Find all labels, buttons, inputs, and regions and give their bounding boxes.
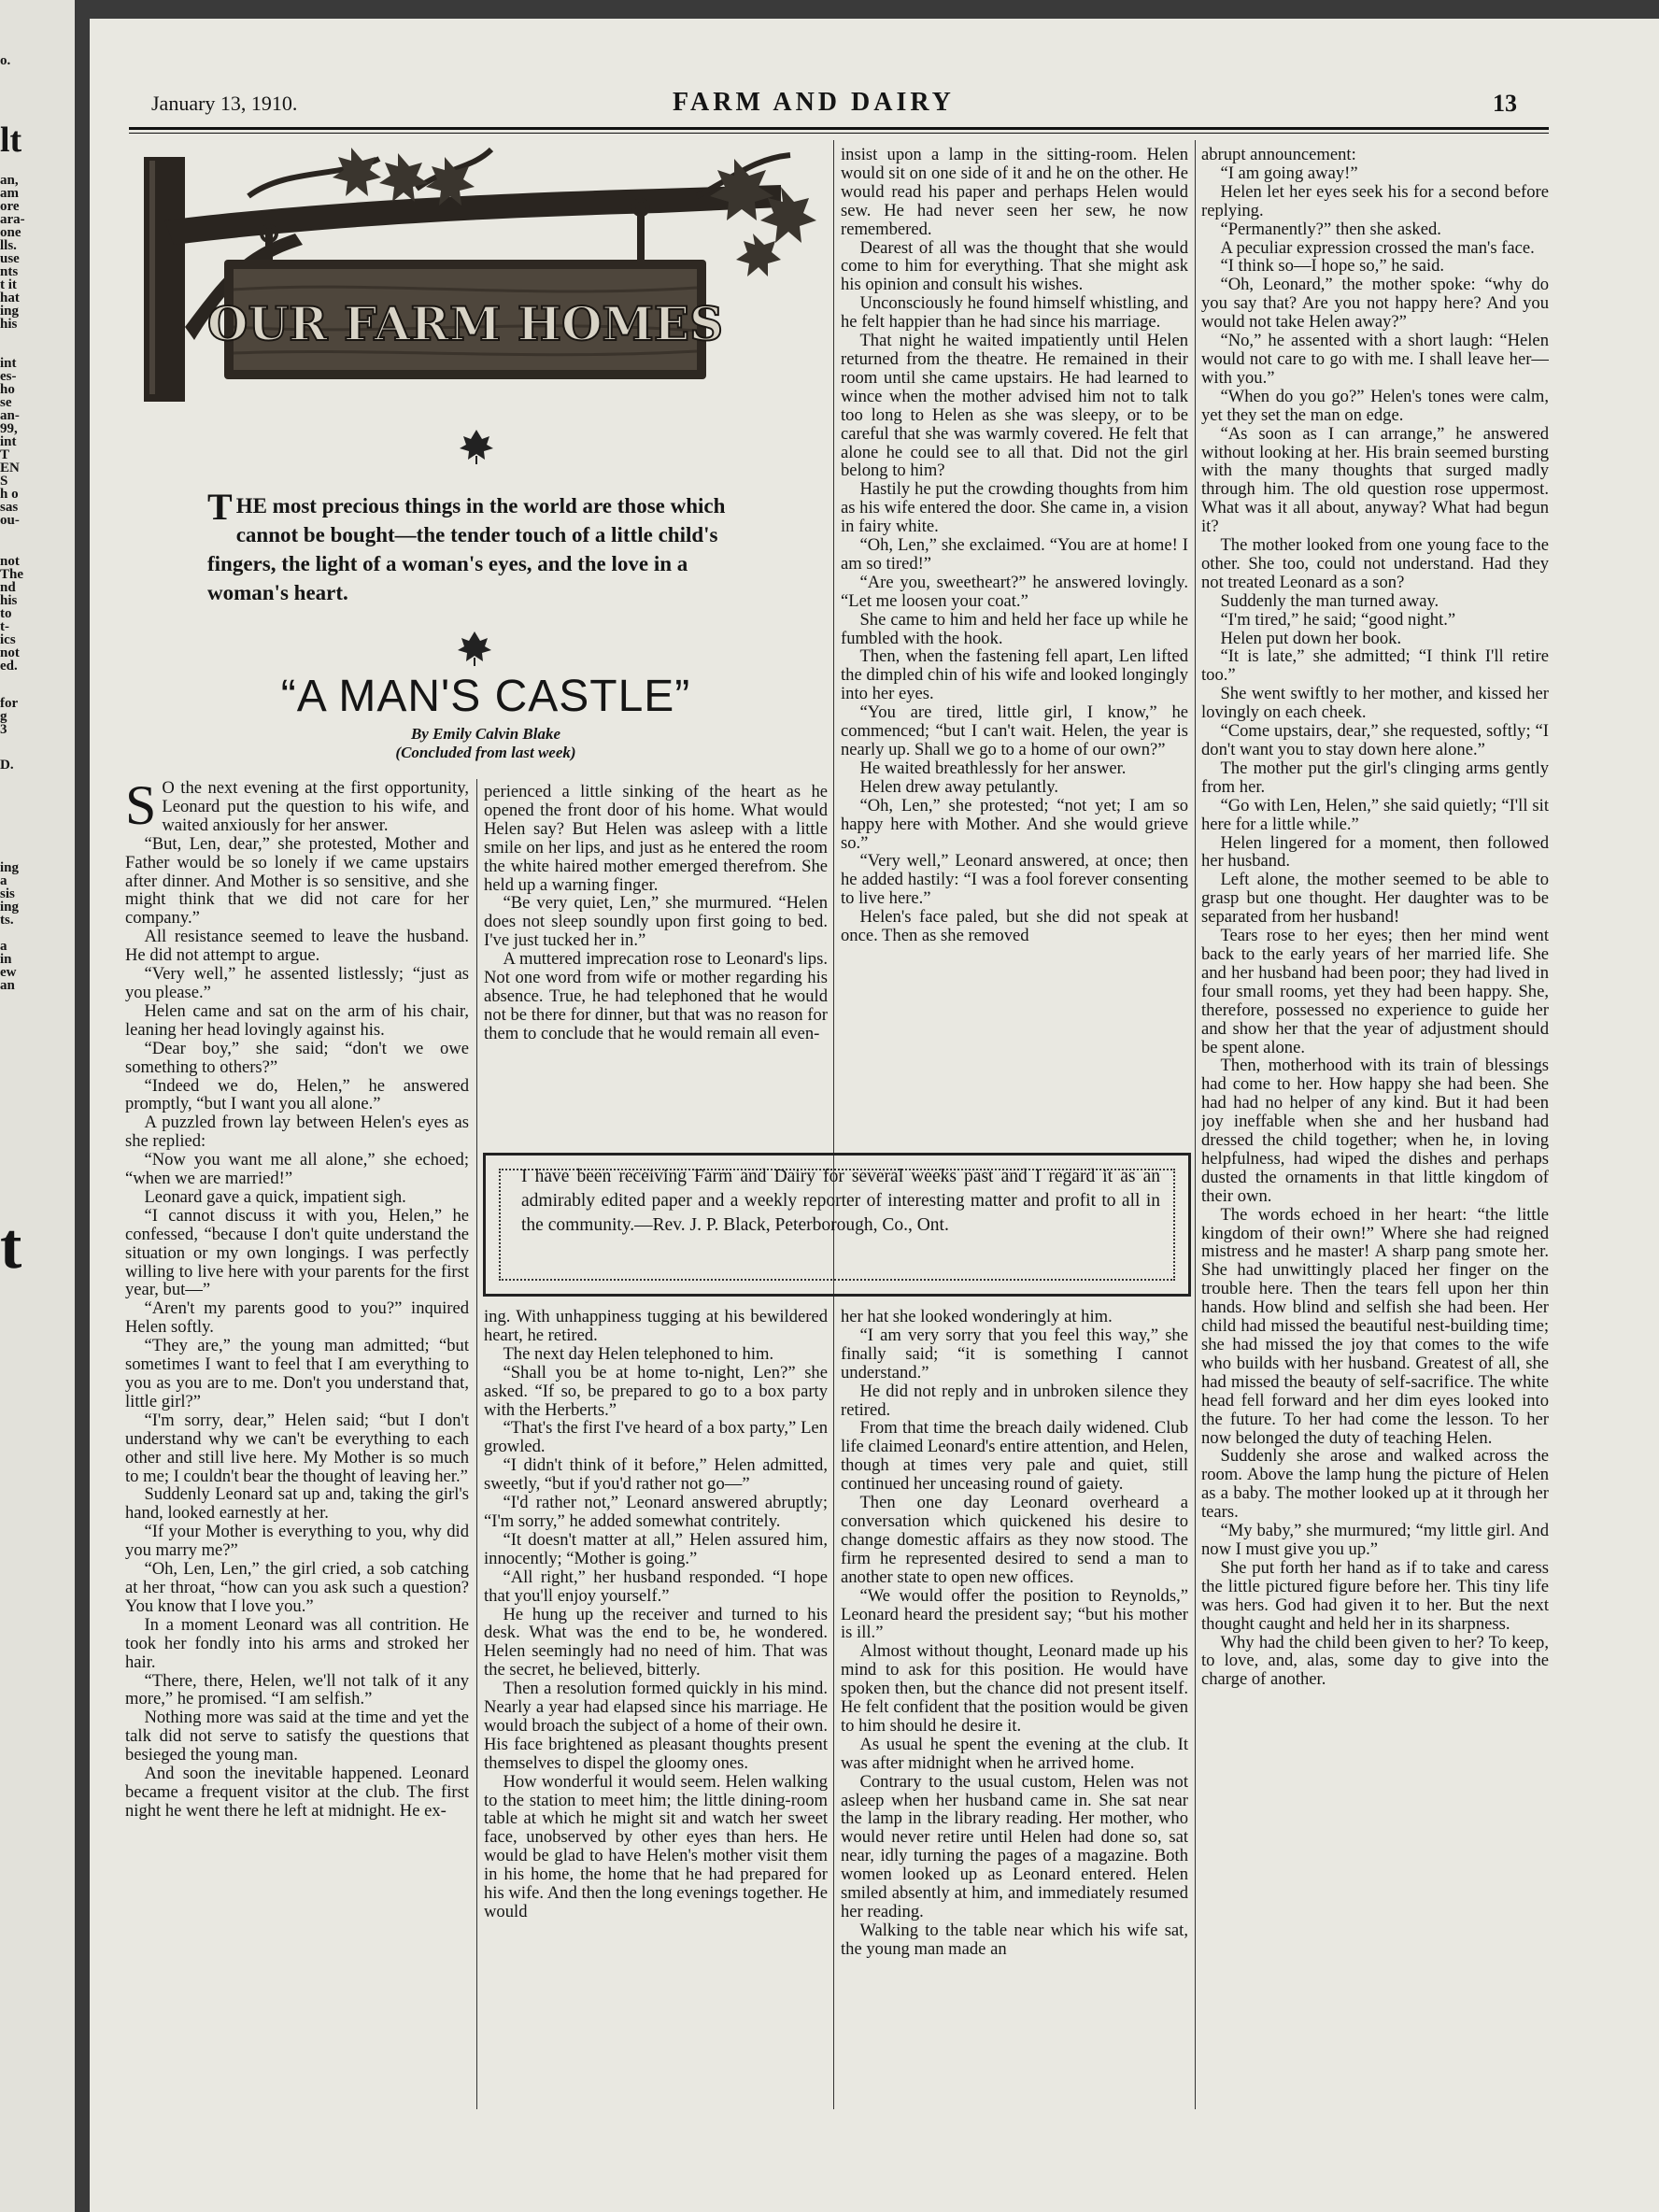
story-paragraph: “But, Len, dear,” she protested, Mother and Father would be so lonely if we came upstairs after dinner. And Mother is so sensitive, and she might think that we did not care for her company.” bbox=[125, 833, 469, 929]
story-paragraph: Leonard gave a quick, impatient sigh. bbox=[144, 1186, 406, 1207]
opening-paragraph: O the next evening at the first opportunity, Leonard put the question to his wife, and waited anxiously for her answer. bbox=[162, 779, 469, 835]
story-paragraph: “That's the first I've heard of a box party,” Len growled. bbox=[484, 1418, 828, 1457]
margin-fragment: int bbox=[0, 356, 17, 371]
story-paragraph: “My baby,” she murmured; “my little girl. And now I must give you up.” bbox=[1201, 1521, 1549, 1559]
story-paragraph: “You are tired, little girl, I know,” he commenced; “but I can't wait. Helen, the year is nearly up. Shall we go to a home of our own?” bbox=[841, 702, 1188, 759]
story-paragraph: She went swiftly to her mother, and kissed her lovingly on each cheek. bbox=[1201, 684, 1549, 723]
story-paragraph: “All right,” her husband responded. “I hope that you'll enjoy yourself.” bbox=[484, 1567, 828, 1606]
page-number: 13 bbox=[1493, 90, 1517, 117]
adjacent-page-strip bbox=[0, 0, 75, 2212]
story-paragraph: Left alone, the mother seemed to be able to grasp but one thought. Her daughter was to be separated from her husband! bbox=[1201, 870, 1549, 928]
story-paragraph: “Very well,” Leonard answered, at once; then he added hastily: “I was a fool forever consenting to live here.” bbox=[841, 851, 1188, 909]
story-column-2-bottom bbox=[484, 1308, 828, 2107]
margin-fragment: T bbox=[0, 447, 10, 462]
story-paragraph: As usual he spent the evening at the club. It was after midnight when he arrived home. bbox=[841, 1734, 1188, 1773]
margin-fragment: an- bbox=[0, 408, 20, 423]
story-paragraph: “Oh, Len,” she exclaimed. “You are at home! I am so tired!” bbox=[841, 535, 1188, 574]
story-paragraph: “I am going away!” bbox=[1220, 163, 1358, 183]
story-paragraph: From that time the breach daily widened. Club life claimed Leonard's entire attention, and Helen, though at times very pale and quiet, still continued her unceasing round of gaiety. bbox=[841, 1418, 1188, 1495]
margin-fragment: nts bbox=[0, 264, 19, 279]
column-rule bbox=[1195, 140, 1196, 2109]
margin-fragment: to bbox=[0, 606, 12, 621]
margin-fragment: a bbox=[0, 939, 7, 954]
story-paragraph: Then one day Leonard overheard a conversation which quickened his desire to change domestic affairs as they now stood. The firm he represented desired to send a man to another state to open new offices. bbox=[841, 1493, 1188, 1587]
margin-fragment: EN bbox=[0, 461, 20, 475]
story-paragraph: How wonderful it would seem. Helen walking to the station to meet him; the little dining-room table at which he might sit and watch her sweet face, unobserved by other eyes than hers. He would be glad to have Helen's mother visit them in his home, the home that he had prepared for his wife. And then the long evenings together. He would bbox=[484, 1771, 828, 1921]
story-paragraph: “When do you go?” Helen's tones were calm, yet they set the man on edge. bbox=[1201, 386, 1549, 425]
margin-fragment: o. bbox=[0, 53, 11, 68]
margin-fragment: hat bbox=[0, 291, 20, 305]
story-column-1 bbox=[125, 779, 469, 2106]
epigraph-text: HE most precious things in the world are those which cannot be bought—the tender touch of a little child's fingers, the light of a woman's eyes, and the love in a woman's heart. bbox=[207, 494, 726, 604]
story-column-3-top bbox=[841, 146, 1188, 1141]
story-paragraph: Helen lingered for a moment, then followed her husband. bbox=[1201, 832, 1549, 872]
story-paragraph: Dearest of all was the thought that she would come to him for everything. That she might ask his opinion and consult his wishes. bbox=[841, 237, 1188, 295]
margin-fragment: not bbox=[0, 554, 20, 569]
story-paragraph: He waited breathlessly for her answer. bbox=[859, 758, 1127, 778]
margin-fragment: lt bbox=[0, 121, 22, 159]
story-paragraph: insist upon a lamp in the sitting-room. Helen would sit on one side of it and he on the other. He would read his paper and perhaps Helen would sew. He had never seen her sew, he now remembered. bbox=[841, 146, 1188, 239]
testimonial-text: I have been receiving Farm and Dairy for several weeks past and I regard it as an admirably edited paper and a weekly reporter of interesting matter and profit to all in the community.—Rev. J. P. Black, Peterborough, Co., Ont. bbox=[521, 1167, 1160, 1235]
story-paragraph: “There, there, Helen, we'll not talk of it any more,” he promised. “I am selfish.” bbox=[125, 1670, 469, 1709]
story-paragraph: “Dear boy,” she said; “don't we owe something to others?” bbox=[125, 1038, 469, 1077]
story-column-2-top bbox=[484, 783, 828, 1141]
margin-fragment: S bbox=[0, 474, 8, 489]
margin-fragment: se bbox=[0, 395, 12, 410]
story-paragraph: Helen let her eyes seek his for a second before replying. bbox=[1201, 181, 1549, 220]
story-paragraph: “I cannot discuss it with you, Helen,” he confessed, “because I don't quite understand the situation or my own longings. I was perfectly willing to live here with your parents for the first year, but—” bbox=[125, 1205, 469, 1300]
margin-fragment: ore bbox=[0, 199, 20, 214]
story-paragraph: A peculiar expression crossed the man's face. bbox=[1220, 237, 1535, 258]
story-paragraph: “Oh, Leonard,” the mother spoke: “why do you say that? Are you not happy here? And you would not take Helen away?” bbox=[1201, 275, 1549, 333]
margin-fragment: es- bbox=[0, 369, 17, 384]
margin-fragment: use bbox=[0, 251, 20, 266]
author: By Emily Calvin Blake bbox=[410, 725, 561, 743]
story-paragraph: She came to him and held her face up while he fumbled with the hook. bbox=[841, 609, 1188, 648]
story-paragraph: That night he waited impatiently until Helen returned from the theatre. He remained in their room until she came upstairs. He had learned to wince when the mother advised him not to talk too long to Helen as she was sleepy, or to be careful that she was warmly covered. He felt that alone he could see to all that. Did not the girl belong to him? bbox=[841, 331, 1188, 481]
story-paragraph: She put forth her hand as if to take and caress the little pictured figure before her. This tiny life was hers. God had given it to her. But the next thought caught and held her in its sharpness. bbox=[1201, 1557, 1549, 1634]
column-rule bbox=[476, 779, 477, 2109]
margin-fragment: one bbox=[0, 225, 21, 240]
margin-fragment: nd bbox=[0, 580, 16, 595]
story-paragraph: Then a resolution formed quickly in his mind. Nearly a year had elapsed since his marriage. He would broach the subject of a home of their own. His face brightened as pleasant thoughts present themselves to dispel the gloomy ones. bbox=[484, 1679, 828, 1773]
margin-fragment: The bbox=[0, 567, 24, 582]
story-paragraph: A puzzled frown lay between Helen's eyes as she replied: bbox=[125, 1113, 469, 1152]
story-paragraph: Helen put down her book. bbox=[1220, 628, 1402, 648]
margin-fragment: int bbox=[0, 434, 17, 449]
margin-fragment: not bbox=[0, 645, 20, 660]
story-paragraph: “It doesn't matter at all,” Helen assured him, innocently; “Mother is going.” bbox=[484, 1529, 828, 1568]
margin-fragment: ts. bbox=[0, 913, 14, 928]
story-paragraph: “Indeed we do, Helen,” he answered promptly, “but I want you all alone.” bbox=[125, 1075, 469, 1114]
story-paragraph: “Be very quiet, Len,” she murmured. “Helen does not sleep soundly upon first going to bed. I've just tucked her in.” bbox=[484, 893, 828, 951]
story-paragraph: “Oh, Len,” she protested; “not yet; I am so happy here with Mother. And she would grieve so.” bbox=[841, 795, 1188, 853]
margin-fragment: ou- bbox=[0, 513, 20, 528]
byline bbox=[149, 725, 822, 762]
story-paragraph: “Now you want me all alone,” she echoed; “when we are married!” bbox=[125, 1150, 469, 1189]
margin-fragment: his bbox=[0, 317, 18, 332]
margin-fragment: sas bbox=[0, 500, 19, 515]
story-paragraph: Unconsciously he found himself whistling, and he felt happier than he had since his marriage. bbox=[841, 293, 1188, 333]
story-paragraph: “Are you, sweetheart?” he answered lovingly. “Let me loosen your coat.” bbox=[841, 572, 1188, 611]
margin-fragment: a bbox=[0, 873, 7, 888]
margin-fragment: ara- bbox=[0, 212, 25, 227]
story-paragraph: Suddenly she arose and walked across the room. Above the lamp hung the picture of Helen as a baby. The mother looked up at it through her tears. bbox=[1201, 1446, 1549, 1523]
margin-fragment: an, bbox=[0, 173, 19, 188]
story-paragraph: Suddenly the man turned away. bbox=[1220, 590, 1439, 611]
margin-fragment: an bbox=[0, 978, 15, 993]
story-column-4 bbox=[1201, 146, 1549, 2113]
margin-fragment: g bbox=[0, 709, 7, 724]
story-paragraph: Helen drew away petulantly. bbox=[859, 776, 1058, 797]
margin-fragment: sis bbox=[0, 886, 15, 901]
maple-leaf-icon bbox=[458, 630, 491, 667]
story-paragraph: In a moment Leonard was all contrition. He took her fondly into his arms and stroked her hair. bbox=[125, 1614, 469, 1672]
story-paragraph: perienced a little sinking of the heart as he opened the front door of his home. What would Helen say? But Helen was asleep with a little smile on her lips, and just as he entered the room the white haired mother emerged therefrom. She held up a warning finger. bbox=[484, 783, 828, 895]
margin-fragment: ing bbox=[0, 900, 20, 915]
story-paragraph: The mother put the girl's clinging arms gently from her. bbox=[1201, 758, 1549, 797]
margin-fragment: his bbox=[0, 593, 18, 608]
story-paragraph: “I think so—I hope so,” he said. bbox=[1220, 256, 1445, 276]
margin-fragment: in bbox=[0, 952, 12, 967]
story-paragraph: “I'm sorry, dear,” Helen said; “but I don't understand why we can't be everything to each other and still live here. My Mother is so much to me; I couldn't bear the thought of leaving her.” bbox=[125, 1410, 469, 1486]
story-paragraph: Helen came and sat on the arm of his chair, leaning her head lovingly against his. bbox=[125, 1000, 469, 1040]
story-paragraph: “I'm tired,” he said; “good night.” bbox=[1220, 609, 1456, 630]
story-paragraph: Suddenly Leonard sat up and, taking the girl's hand, looked earnestly at her. bbox=[125, 1484, 469, 1524]
story-paragraph: Tears rose to her eyes; then her mind went back to the early years of her married life. She and her husband had been poor; they had lived in four small rooms, yet they had been happy. She, therefore, possessed no experience to guide her and show her that the year of adjustment should be spent alone. bbox=[1201, 926, 1549, 1057]
story-paragraph: He did not reply and in unbroken silence they retired. bbox=[841, 1381, 1188, 1420]
story-paragraph: The next day Helen telephoned to him. bbox=[503, 1343, 774, 1364]
story-paragraph: “Shall you be at home to-night, Len?” she asked. “If so, be prepared to go to a box party with the Herberts.” bbox=[484, 1362, 828, 1420]
story-paragraph: Then, when the fastening fell apart, Len lifted the dimpled chin of his wife and looked longingly into her eyes. bbox=[841, 646, 1188, 704]
story-paragraph: “They are,” the young man admitted; “but sometimes I want to feel that I am everything to you as you are to me. Don't you understand that, little girl?” bbox=[125, 1336, 469, 1411]
margin-fragment: ew bbox=[0, 965, 17, 980]
story-paragraph: “Oh, Len, Len,” the girl cried, a sob catching at her throat, “how can you ask such a question? You know that I love you.” bbox=[125, 1559, 469, 1616]
story-paragraph: Nothing more was said at the time and yet the talk did not serve to satisfy the questions that besieged the young man. bbox=[125, 1708, 469, 1765]
masthead: FARM AND DAIRY bbox=[673, 88, 955, 117]
story-paragraph: ing. With unhappiness tugging at his bewildered heart, he retired. bbox=[484, 1308, 828, 1345]
story-paragraph: “I'd rather not,” Leonard answered abruptly; “I'm sorry,” he added somewhat contritely. bbox=[484, 1493, 828, 1531]
margin-fragment: 99, bbox=[0, 421, 18, 436]
story-paragraph: He hung up the receiver and turned to his desk. What was the end to be, he wondered. Helen seemingly had no need of him. That was the secret, he believed, bitterly. bbox=[484, 1604, 828, 1680]
story-paragraph: “We would offer the position to Reynolds,” Leonard heard the president say; “but his mother is ill.” bbox=[841, 1585, 1188, 1643]
story-paragraph: Hastily he put the crowding thoughts from him as his wife entered the door. She came in, a vision in fairy white. bbox=[841, 479, 1188, 537]
column-rule bbox=[833, 140, 834, 2109]
story-column-3-bottom bbox=[841, 1308, 1188, 2107]
margin-fragment: for bbox=[0, 696, 19, 711]
drop-cap: S bbox=[125, 779, 157, 836]
story-paragraph: Helen's face paled, but she did not speak at once. Then as she removed bbox=[841, 907, 1188, 946]
story-paragraph: The words echoed in her heart: “the little kingdom of their own!” Where she had reigned mistress and he master! A sharp pang smote her. She had unwittingly placed her finger on the trouble here. Then the tears fell upon her thin hands. How blind and selfish she had been. Her child had missed the beautiful nest-building time; she had missed the joy that comes to the wife who builds with her husband. Greatest of all, she had missed the beauty of self-sacrifice. The white head fell forward and her dim eyes looked into the future. To her had come the lesson. To her now belonged the duty of teaching Helen. bbox=[1201, 1204, 1549, 1448]
margin-fragment: h o bbox=[0, 487, 19, 502]
margin-fragment: ing bbox=[0, 304, 20, 319]
header-rule bbox=[129, 127, 1549, 134]
signboard-illustration bbox=[136, 140, 818, 411]
story-paragraph: And soon the inevitable happened. Leonard became a frequent visitor at the club. The first night he went there he left at midnight. He ex- bbox=[125, 1764, 469, 1821]
margin-fragment: t- bbox=[0, 619, 9, 634]
story-paragraph: Why had the child been given to her? To keep, to love, and, alas, some day to give into the charge of another. bbox=[1201, 1632, 1549, 1690]
story-paragraph: “Go with Len, Helen,” she said quietly; “I'll sit here for a little while.” bbox=[1201, 795, 1549, 834]
story-title: “A MAN'S CASTLE” bbox=[280, 672, 691, 721]
margin-fragment: ics bbox=[0, 632, 16, 647]
margin-fragment: lls. bbox=[0, 238, 17, 253]
margin-fragment: ho bbox=[0, 382, 15, 397]
story-paragraph: “Come upstairs, dear,” she requested, softly; “I don't want you to stay down here alone.” bbox=[1201, 721, 1549, 759]
epigraph bbox=[207, 486, 759, 607]
story-paragraph: “Permanently?” then she asked. bbox=[1220, 219, 1441, 239]
story-paragraph: All resistance seemed to leave the husband. He did not attempt to argue. bbox=[125, 927, 469, 966]
story-paragraph: A muttered imprecation rose to Leonard's lips. Not one word from wife or mother regarding his absence. True, he had telephoned that he would not be there for dinner, but that was no reason for them to conclude that he would remain all even- bbox=[484, 949, 828, 1043]
page-date: January 13, 1910. bbox=[151, 92, 298, 115]
story-paragraph: “As soon as I can arrange,” he answered without looking at her. His brain seemed bursting with the many thoughts that surged madly through him. The old question rose uppermost. What was it all about, anyway? What had begun it? bbox=[1201, 423, 1549, 537]
story-paragraph: “It is late,” she admitted; “I think I'll retire too.” bbox=[1201, 646, 1549, 686]
story-paragraph: The mother looked from one young face to the other. She too, could not understand. Had they not treated Leonard as a son? bbox=[1201, 535, 1549, 592]
continuation-note: (Concluded from last week) bbox=[395, 744, 576, 761]
story-paragraph: “I am very sorry that you feel this way,” she finally said; “it is something I cannot understand.” bbox=[841, 1325, 1188, 1382]
story-paragraph: Walking to the table near which his wife sat, the young man made an bbox=[841, 1920, 1188, 1959]
margin-fragment: am bbox=[0, 186, 19, 201]
our-farm-homes-banner bbox=[136, 140, 818, 411]
margin-fragment: t it bbox=[0, 277, 17, 292]
story-paragraph: her hat she looked wonderingly at him. bbox=[841, 1308, 1113, 1326]
story-paragraph: Then, motherhood with its train of blessings had come to her. How happy she had been. She had had no helper of any kind. But it had been joy ineffable when she and her husband had dressed the child together; when he, in loving helpfulness, had wiped the dishes and perhaps dusted the ornaments in that little kingdom of their own. bbox=[1201, 1056, 1549, 1206]
story-paragraph: “No,” he assented with a short laugh: “Helen would not care to go with me. I shall leave her—with you.” bbox=[1201, 331, 1549, 388]
margin-fragment: D. bbox=[0, 758, 14, 773]
story-paragraph: “I didn't think of it before,” Helen admitted, sweetly, “but if you'd rather not go—” bbox=[484, 1455, 828, 1495]
story-paragraph: Almost without thought, Leonard made up his mind to ask for this position. He would have spoken then, but the chance did not present itself. He felt confident that the position would be given to him should he desire it. bbox=[841, 1641, 1188, 1736]
margin-fragment: 3 bbox=[0, 722, 7, 737]
sign-text: OUR FARM HOMES bbox=[206, 296, 724, 351]
story-paragraph: “If your Mother is everything to you, why did you marry me?” bbox=[125, 1522, 469, 1561]
maple-leaf-icon bbox=[460, 428, 493, 465]
story-paragraph: Contrary to the usual custom, Helen was not asleep when her husband came in. She sat near the lamp in the library reading. Her mother, who would never retire until Helen had done so, sat near, idly turning the pages of a magazine. Both women looked up as Leonard entered. Helen smiled absently at him, and immediately resumed her reading. bbox=[841, 1771, 1188, 1921]
margin-fragment: ed. bbox=[0, 659, 18, 674]
story-paragraph: “Aren't my parents good to you?” inquired Helen softly. bbox=[125, 1298, 469, 1338]
margin-fragment: ing bbox=[0, 860, 20, 875]
epigraph-initial: T bbox=[207, 486, 233, 528]
story-paragraph: abrupt announcement: bbox=[1201, 146, 1356, 164]
margin-fragment: t bbox=[0, 1214, 22, 1280]
testimonial-box bbox=[483, 1153, 1191, 1297]
story-paragraph: “Very well,” he assented listlessly; “just as you please.” bbox=[125, 964, 469, 1002]
